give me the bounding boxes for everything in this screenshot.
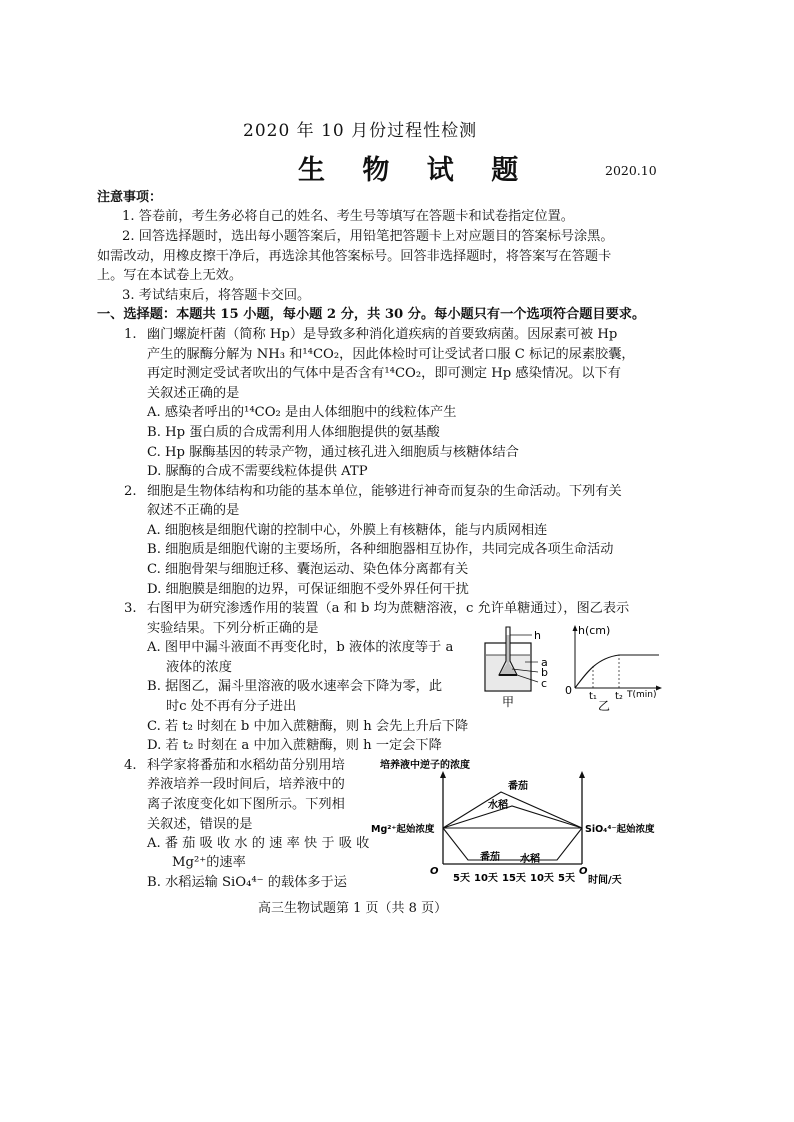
q2-option-c: C. 细胞骨架与细胞迁移、囊泡运动、染色体分离都有关 [147,562,469,577]
tick-label-t1: t₁ [589,691,597,702]
series-label-tomato-top: 番茄 [508,781,528,792]
height-time-graph [563,622,667,712]
question-number: 3. [124,601,137,616]
exam-title: 2020 年 10 月份过程性检测 [243,121,478,141]
q3-option-c: C. 若 t₂ 时刻在 b 中加入蔗糖酶，则 h 会先上升后下降 [147,719,469,734]
exam-date: 2020.10 [605,163,657,178]
label-b: b [541,666,548,679]
q3-option-b-line-1: B. 据图乙，漏斗里溶液的吸水速率会下降为零，此 [147,679,443,694]
q3-stem-line-2: 实验结果。下列分析正确的是 [147,621,319,636]
right-axis-label: SiO₄⁴⁻起始浓度 [585,824,655,835]
series-label-rice-top: 水稻 [488,800,508,811]
q4-stem-line-1: 科学家将番茄和水稻幼苗分别用培 [147,758,345,773]
series-line-tomato-top [443,806,582,828]
q1-stem-line-3: 再定时测定受试者吹出的气体中是否含有¹⁴CO₂，即可测定 Hp 感染情况。以下有 [147,366,621,381]
left-axis-label: Mg²⁺起始浓度 [371,824,435,835]
origin-label: 0 [565,684,572,697]
x-tick-label: 5天 [558,873,575,884]
q4-option-a-line-2: Mg²⁺的速率 [172,855,246,870]
notice-item-1: 1. 答卷前，考生务必将自己的姓名、考生号等填写在答题卡和试卷指定位置。 [122,209,574,224]
y-axis-label: h(cm) [578,624,611,637]
series-label-tomato-bottom: 番茄 [480,852,500,863]
origin-left: O [430,866,439,877]
q2-option-a: A. 细胞核是细胞代谢的控制中心，外膜上有核糖体，能与内质网相连 [147,523,548,538]
label-c: c [541,677,548,690]
x-tick-label: 10天 [530,873,554,884]
question-number: 1. [124,327,137,342]
label-a: a [541,656,548,669]
q2-stem-line-2: 叙述不正确的是 [147,503,240,518]
notice-item-2-line-2: 如需改动，用橡皮擦干净后，再选涂其他答案标号。回答非选择题时，将答案写在答题卡 [97,249,612,264]
q1-stem-line-4: 关叙述正确的是 [147,386,240,401]
figure-caption-jia: 甲 [502,695,515,709]
series-line-rice-top [443,792,582,828]
x-tick-label: 15天 [502,873,526,884]
q4-stem-line-3: 离子浓度变化如下图所示。下列相 [147,797,345,812]
question-number: 4. [124,758,137,773]
q3-option-d: D. 若 t₂ 时刻在 a 中加入蔗糖酶，则 h 一定会下降 [147,738,442,753]
tube-liquid [507,635,510,663]
q1-option-a: A. 感染者呼出的¹⁴CO₂ 是由人体细胞中的线粒体产生 [147,405,457,420]
q1-option-d: D. 脲酶的合成不需要线粒体提供 ATP [147,464,368,479]
chart-title: 培养液中逆子的浓度 [380,760,470,771]
series-line-bottom [443,828,582,860]
q4-option-b-line-1: B. 水稻运输 SiO₄⁴⁻ 的载体多于运 [147,875,347,890]
q2-stem-line-1: 细胞是生物体结构和功能的基本单位，能够进行神奇而复杂的生命活动。下列有关 [147,484,622,499]
q2-option-b: B. 细胞质是细胞代谢的主要场所，各种细胞器相互协作，共同完成各项生命活动 [147,542,614,557]
h-curve [575,655,659,688]
q3-option-b-line-2: 时c 处不再有分子进出 [166,699,297,714]
page-footer: 高三生物试题第 1 页（共 8 页） [258,901,448,916]
q3-stem-line-1: 右图甲为研究渗透作用的装置（a 和 b 均为蔗糖溶液，c 允许单糖通过），图乙表示 [147,601,630,616]
notice-item-3: 3. 考试结束后，将答题卡交回。 [122,288,311,303]
q1-option-b: B. Hp 蛋白质的合成需利用人体细胞提供的氨基酸 [147,425,440,440]
page-title: 生 物 试 题 [298,155,533,186]
q3-option-a-line-2: 液体的浓度 [166,660,232,675]
q1-stem-line-2: 产生的脲酶分解为 NH₃ 和¹⁴CO₂，因此体检时可让受试者口服 C 标记的尿素胶囊， [147,347,635,362]
x-tick-label: 5天 [453,873,470,884]
q4-option-a-line-1: A. 番 茄 吸 收 水 的 速 率 快 于 吸 收 [147,836,370,851]
x-axis-label: 时间/天 [588,875,622,886]
question-number: 2. [124,484,137,499]
tick-label-t2: t₂ [615,691,623,702]
q4-stem-line-2: 养液培养一段时间后，培养液中的 [147,777,345,792]
label-h: h [534,629,541,642]
notice-heading: 注意事项： [97,190,163,205]
notice-item-2-line-1: 2. 回答选择题时，选出每小题答案后，用铅笔把答题卡上对应题目的答案标号涂黑。 [122,229,614,244]
figure-caption-yi: 乙 [598,699,611,712]
notice-item-2-line-3: 上。写在本试卷上无效。 [97,268,243,283]
origin-right: O [579,866,588,877]
series-label-rice-bottom: 水稻 [520,854,540,865]
q3-option-a-line-1: A. 图甲中漏斗液面不再变化时，b 液体的浓度等于 a [147,640,454,655]
q2-option-d: D. 细胞膜是细胞的边界，可保证细胞不受外界任何干扰 [147,582,469,597]
q1-stem-line-1: 幽门螺旋杆菌（简称 Hp）是导致多种消化道疾病的首要致病菌。因尿素可被 Hp [147,327,618,342]
section-heading: 一、选择题：本题共 15 小题，每小题 2 分，共 30 分。每小题只有一个选项符合题目要求。 [97,307,646,322]
x-tick-label: 10天 [474,873,498,884]
x-axis-label: T(min) [627,690,657,700]
q1-option-c: C. Hp 脲酶基因的转录产物，通过核孔进入细胞质与核糖体结合 [147,445,519,460]
q4-stem-line-4: 关叙述，错误的是 [147,817,253,832]
ion-concentration-chart [368,756,668,892]
osmosis-apparatus-figure [475,617,567,709]
